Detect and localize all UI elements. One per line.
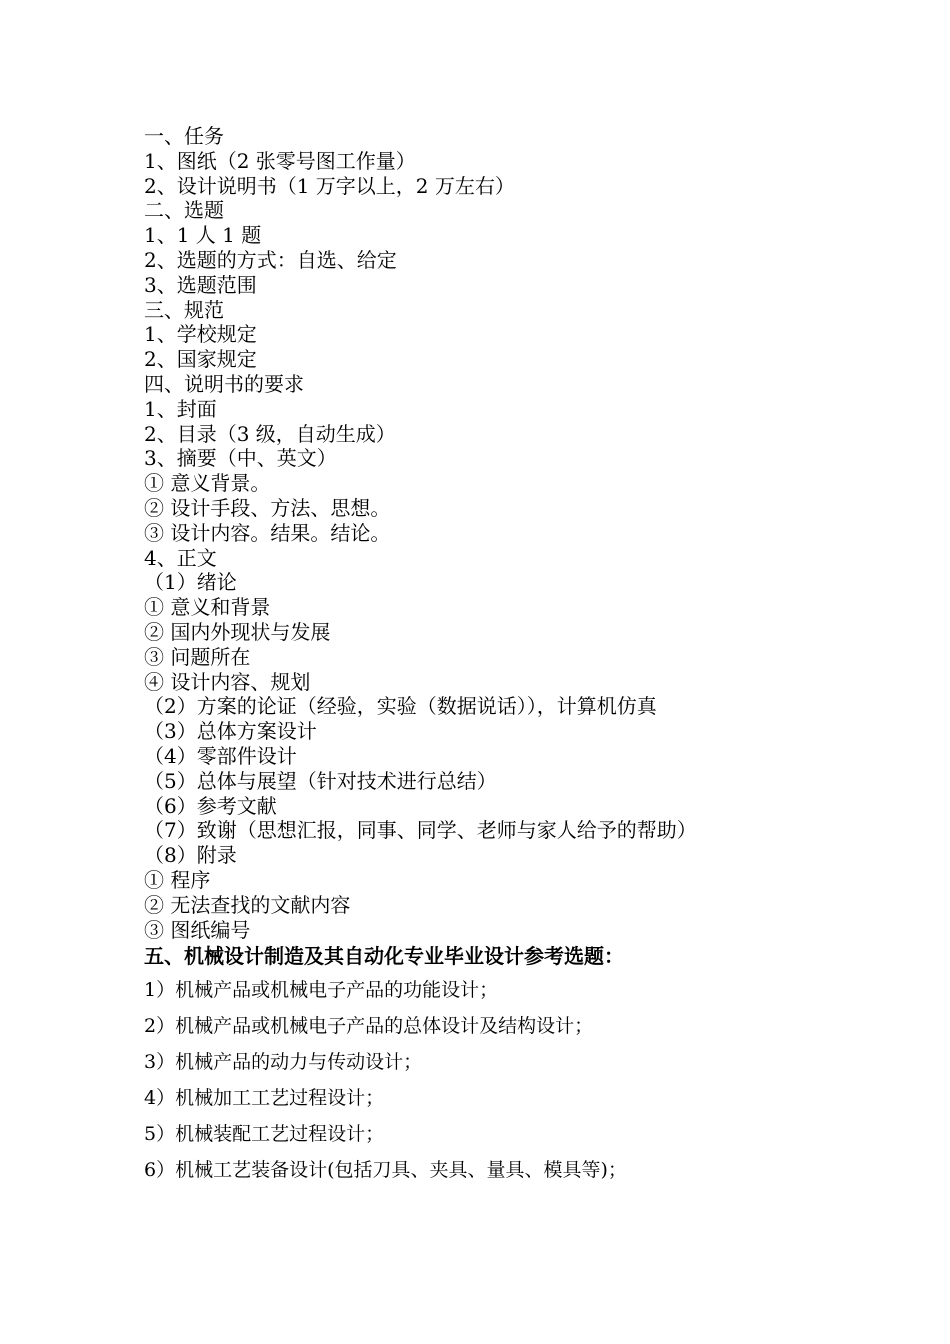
outline-line: 1、1 人 1 题 [144,223,262,248]
outline-line: ② 国内外现状与发展 [144,619,331,644]
outline-line: （3）总体方案设计 [144,719,317,744]
outline-line: （5）总体与展望（针对技术进行总结） [144,768,497,793]
outline-line: ① 程序 [144,867,211,892]
document-page [144,124,844,1194]
outline-line: 二、选题 [144,198,224,223]
outline-line: 一、任务 [144,124,224,148]
topic-item: 1）机械产品或机械电子产品的功能设计； [144,979,499,1002]
topic-item: 6）机械工艺装备设计(包括刀具、夹具、量具、模具等)； [144,1159,627,1182]
outline-line: ④ 设计内容、规划 [144,669,311,694]
outline-list [144,124,844,942]
outline-line: 2、目录（3 级，自动生成） [144,421,396,446]
outline-line: ② 设计手段、方法、思想。 [144,495,391,520]
outline-line: ③ 设计内容。结果。结论。 [144,520,391,545]
outline-line: （8）附录 [144,843,237,868]
topic-item: 4）机械加工工艺过程设计； [144,1087,385,1110]
outline-line: （4）零部件设计 [144,743,297,768]
outline-line: ③ 问题所在 [144,644,251,669]
topic-list [144,978,844,1182]
outline-line: 2、设计说明书（1 万字以上，2 万左右） [144,173,515,198]
outline-line: ① 意义和背景 [144,595,271,620]
outline-line: 3、选题范围 [144,272,257,297]
outline-line: 2、国家规定 [144,347,257,372]
outline-line: （1）绪论 [144,570,237,595]
outline-line: 1、图纸（2 张零号图工作量） [144,148,416,173]
topic-item: 5）机械装配工艺过程设计； [144,1123,385,1146]
outline-line: ② 无法查找的文献内容 [144,892,351,917]
outline-line: ③ 图纸编号 [144,917,251,942]
outline-line: （6）参考文献 [144,793,277,818]
outline-line: 1、封面 [144,396,217,421]
outline-line: 四、说明书的要求 [144,371,304,396]
outline-line: 三、规范 [144,297,224,322]
outline-line: （2）方案的论证（经验，实验（数据说话）），计算机仿真 [144,694,657,719]
topic-item: 2）机械产品或机械电子产品的总体设计及结构设计； [144,1015,594,1038]
outline-line: 4、正文 [144,545,217,570]
outline-line: ① 意义背景。 [144,471,271,496]
outline-line: 3、摘要（中、英文） [144,446,337,471]
outline-line: 2、选题的方式：自选、给定 [144,247,397,272]
topic-item: 3）机械产品的动力与传动设计； [144,1051,423,1074]
outline-line: （7）致谢（思想汇报，同事、同学、老师与家人给予的帮助） [144,818,697,843]
outline-line: 1、学校规定 [144,322,257,347]
section-five-heading: 五、机械设计制造及其自动化专业毕业设计参考选题： [144,944,624,969]
